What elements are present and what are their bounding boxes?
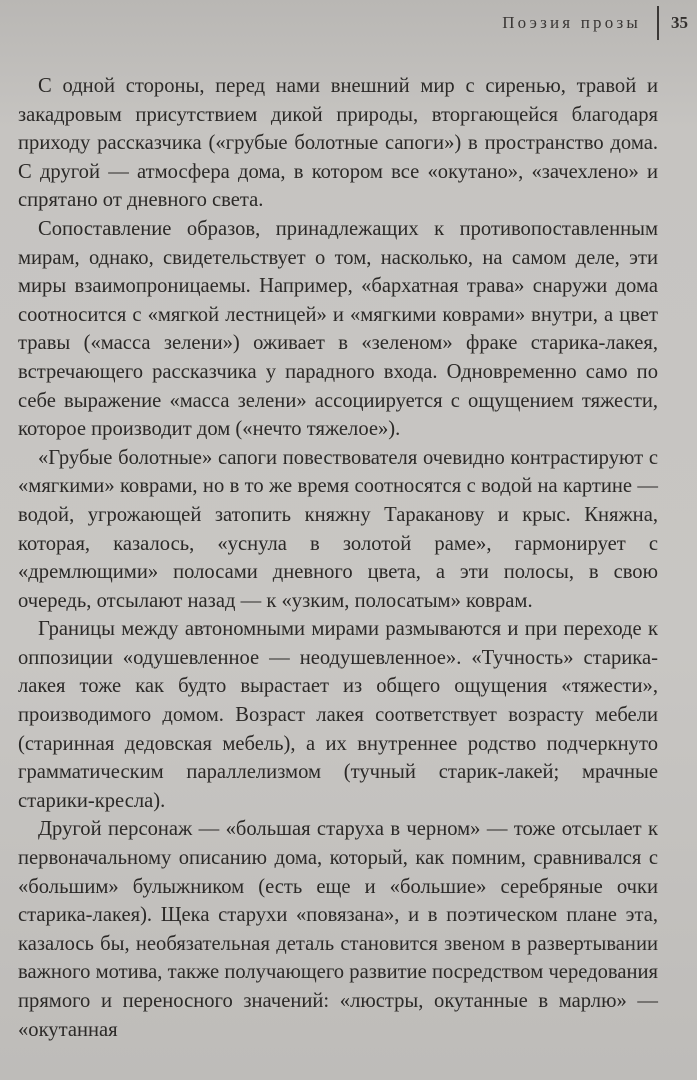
paragraph: Другой персонаж — «большая старуха в черном» — тоже отсылает к первоначальному описанию дома, который, как помним, сравнивался с «большим» булыжником (есть еще и «большие» серебряные очки старика-лакея). Щека старухи «повязана», и в поэтическом плане эта, казалось бы, необязательная деталь становится звеном в развертывании важного мотива, также получающего развитие посредством чередования прямого и переносного значений: «люстры, окутанные в марлю» — «окутанная [18, 818, 658, 1041]
page-number: 35 [671, 13, 688, 32]
paragraph: Сопоставление образов, принадлежащих к противопоставленным мирам, однако, свидетельствует о том, насколько, на самом деле, эти миры взаимопроницаемы. Например, «бархатная трава» снаружи дома соотносится с «мягкой лестницей» и «мягкими коврами» внутри, а цвет травы («масса зелени») оживает в «зеленом» фраке старика-лакея, встречающего рассказчика у парадного входа. Одновременно само по себе выражение «масса зелени» ассоциируется с ощущением тяжести, которое производит дом («нечто тяжелое»). [18, 217, 658, 441]
paragraph: Границы между автономными мирами размываются и при переходе к оппозиции «одушевленное — неодушевленное». «Тучность» старика-лакея тоже как будто вырастает из общего ощущения «тяжести», производимого домом. Возраст лакея соответствует возрасту мебели (старинная дедовская мебель), а их внутреннее родство подчеркнуто грамматическим параллелизмом (тучный старик-лакей; мрачные старики-кресла). [18, 618, 658, 812]
paragraph: «Грубые болотные» сапоги повествователя очевидно контрастируют с «мягкими» коврами, но в то же время соотносятся с водой на картине — водой, угрожающей затопить княжну Тараканову и крыс. Княжна, которая, казалось, «уснула в золотой раме», гармонирует с «дремлющими» полосами дневного цвета, а эти полосы, в свою очередь, отсылают назад — к «узким, полосатым» коврам. [18, 446, 658, 612]
section-title: Поэзия прозы [502, 13, 641, 32]
body-text [18, 72, 658, 1044]
paragraph: С одной стороны, перед нами внешний мир с сиренью, травой и закадровым присутствием дикой природы, вторгающейся благодаря приходу рассказчика («грубые болотные сапоги») в пространство дома. С другой — атмосфера дома, в котором все «окутано», «зачехлено» и спрятано от дневного света. [18, 75, 658, 212]
running-header [502, 6, 697, 40]
